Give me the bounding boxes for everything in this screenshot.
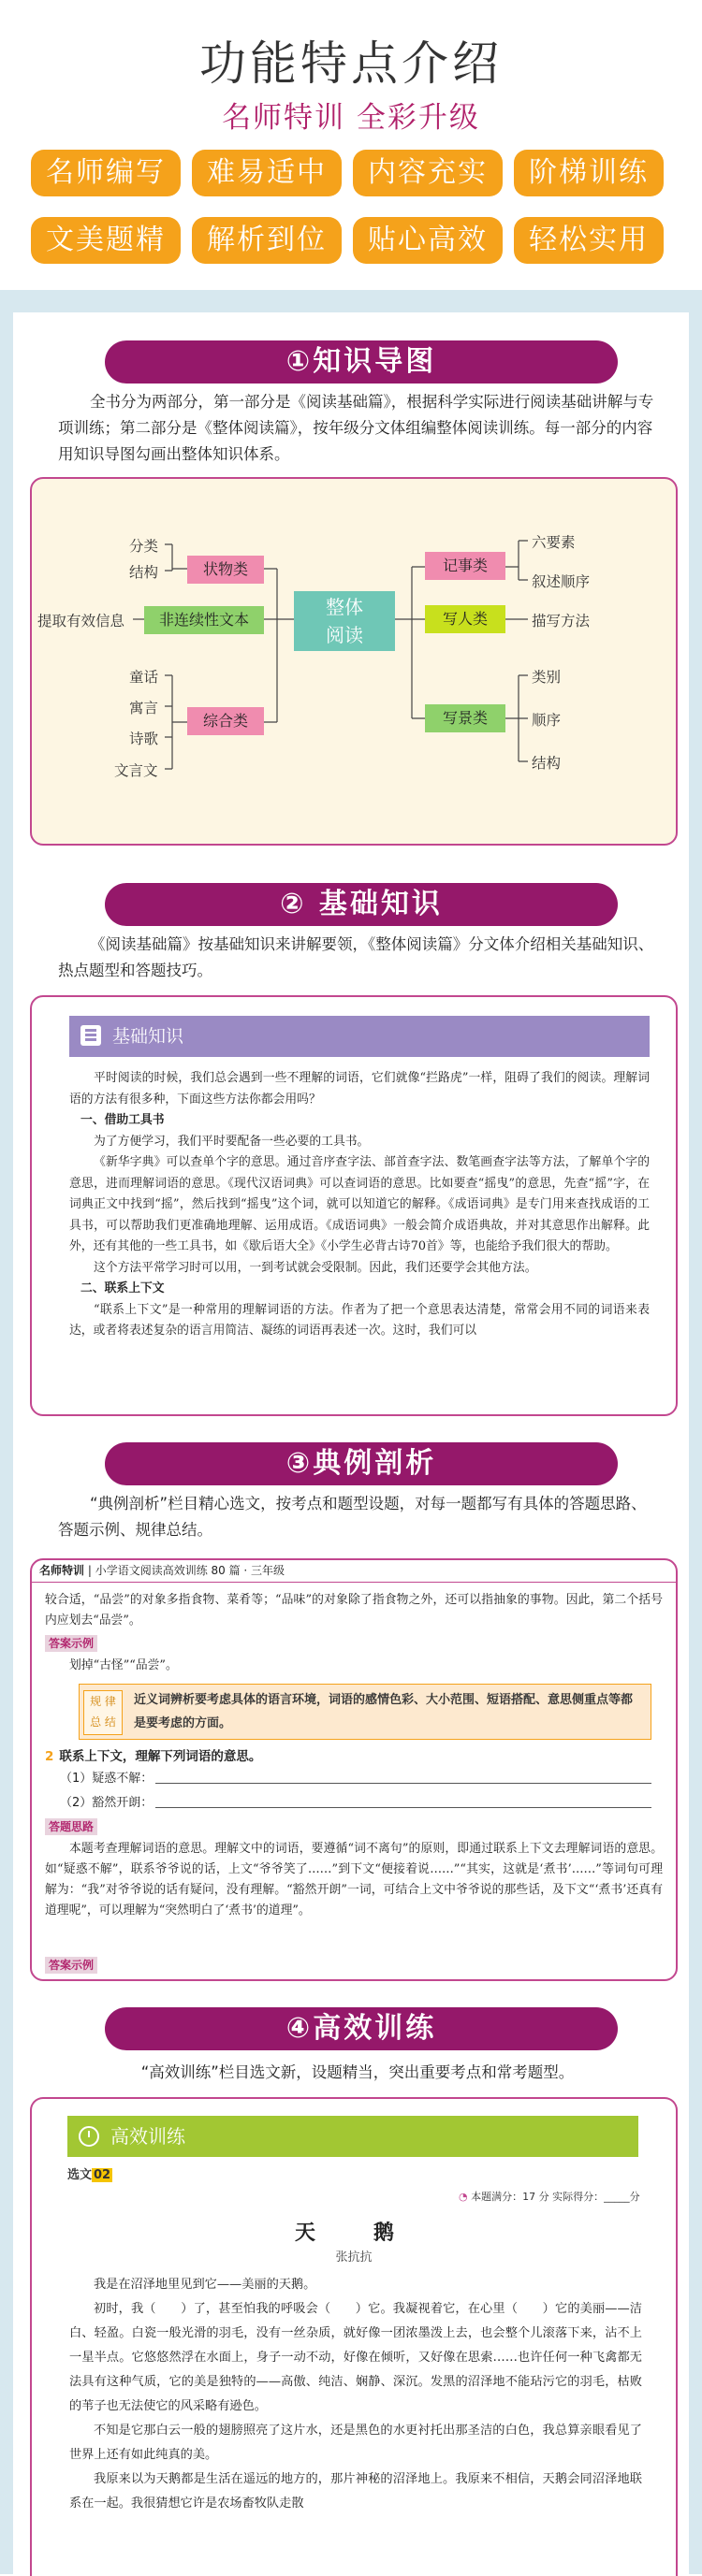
basics-subheading: 一、借助工具书 [80, 1113, 165, 1127]
page-title: 功能特点介绍 [199, 36, 503, 91]
mindmap-leaf: 文言文 [114, 762, 158, 779]
mindmap-center: 整体 阅读 [294, 591, 395, 651]
training-header-label: 高效训练 [110, 2125, 185, 2148]
example-para2 [45, 1839, 663, 1921]
mindmap-node-xiejing: 写景类 [425, 704, 505, 732]
question-number: 2 [45, 1749, 54, 1764]
answer-tag: 答案示例 [45, 1635, 97, 1652]
article-text [69, 2273, 642, 2516]
mindmap-leaf: 描写方法 [532, 613, 591, 630]
article-author: 张抗抗 [335, 2250, 373, 2265]
fill-label: （2）豁然开朗： [60, 1796, 154, 1810]
example-running-head: 名师特训 | 小学语文阅读高效训练 80 篇 · 三年级 [32, 1560, 676, 1583]
basics-paragraph: 为了方便学习，我们平时要配备一些必要的工具书。 [94, 1134, 370, 1149]
feature-tag: 贴心高效 [353, 217, 503, 264]
thinking-tag: 答题思路 [45, 1818, 97, 1835]
section-title-examples: ③典例剖析 [105, 1442, 618, 1485]
basics-panel [30, 995, 678, 1416]
feature-tag: 文美题精 [31, 217, 181, 264]
mindmap-leaf: 寓言 [129, 700, 159, 716]
selection-number: 02 [94, 2168, 111, 2182]
feature-tag: 轻松实用 [514, 217, 664, 264]
mindmap-node-zonghe: 综合类 [187, 707, 264, 735]
feature-tag: 难易适中 [192, 150, 342, 196]
feature-tag: 内容充实 [353, 150, 503, 196]
book-icon [80, 1025, 101, 1046]
mindmap-leaf: 诗歌 [129, 731, 159, 747]
article-paragraph: 不知是它那白云一般的翅膀照亮了这片水，还是黑色的水更衬托出那圣洁的白色，我总算亲眼看见了世界上还有如此纯真的美。 [69, 2424, 642, 2462]
mindmap-node-xieren: 写人类 [425, 605, 505, 633]
section-title-mindmap: ①知识导图 [105, 340, 618, 384]
section-title-basics: ② 基础知识 [105, 883, 618, 926]
article-title: 天 鹅 [294, 2221, 413, 2245]
basics-text [69, 1068, 650, 1342]
article-paragraph: 初时，我（ ）了，甚至怕我的呼吸会（ ）它。我凝视着它，在心里（ ）它的美丽——洁白、轻盈。白瓷一般光滑的羽毛，没有一丝杂质，就好像一团浓墨泼上去，也会整个儿滚落下来，沾不上一星半点。它悠悠然浮在水面上，身子一动不动，好像在倾听，又好像在思索……也许任何一种飞禽都无法具有这种气质，它的美是独特的——高傲、纯洁、娴静、深沉。发黑的沼泽地不能玷污它的羽毛，枯败的苇子也无法使它的风采略有逊色。 [69, 2302, 642, 2413]
page-subtitle: 名师特训 全彩升级 [222, 101, 480, 135]
mindmap-node-zhuangwu: 状物类 [187, 556, 264, 584]
example-panel [30, 1558, 678, 1981]
score-meta [459, 2189, 640, 2204]
example-para2-text: 本题考查理解词语的意思。理解文中的词语，要遵循“词不离句”的原则，即通过联系上下文去理解词语的意思。如“疑惑不解”，联系爷爷说的话，上文“爷爷笑了……”到下文“便接着说……”“其实，这就是‘煮书’……”等词句可理解为：“我”对爷爷说的话有疑问，没有理解。“豁然开朗”一词，可结合上文中爷爷说的那些话，及下文“‘煮书’还真有道理呢”，可以理解为“突然明白了‘煮书’的道理”。 [45, 1842, 663, 1918]
training-header [67, 2116, 638, 2157]
mindmap-leaf: 顺序 [532, 712, 562, 729]
header [0, 0, 702, 290]
fill-line-1 [60, 1768, 659, 1786]
basics-header [69, 1016, 650, 1057]
feature-tags [31, 150, 677, 264]
section-desc-examples: “典例剖析”栏目精心选文，按考点和题型设题，对每一题都写有具体的答题思路、答题示例、规律总结。 [58, 1495, 647, 1539]
full-score: 本题满分：17 分 [471, 2191, 549, 2203]
clock-icon [79, 2126, 99, 2147]
article-paragraph: 我原来以为天鹅都是生活在遥远的地方的，那片神秘的沼泽地上。我原来不相信，天鹅会同沼泽地联系在一起。我很猜想它许是农场畜牧队走散 [69, 2472, 642, 2511]
score-icon: ◔ [459, 2191, 468, 2203]
mindmap-leaf: 叙述顺序 [532, 573, 591, 590]
mindmap-panel [30, 477, 678, 846]
basics-paragraph: 《新华字典》可以查单个字的意思。通过音序查字法、部首查字法、数笔画查字法等方法，了解单个字的意思，进而理解词语的意思。《现代汉语词典》可以查词语的意思。比如要查“摇曳”的意思，先查“摇”字，在词典正文中找到“摇”，然后找到“摇曳”这个词，就可以知道它的解释。《成语词典》是专门用来查找成语的工具书，可以帮助我们更准确地理解、运用成语。《成语词典》一般会简介成语典故，并对其意思作出解释。此外，还有其他的一些工具书，如《歇后语大全》《小学生必背古诗70首》等，也能给予我们很大的帮助。 [69, 1155, 650, 1253]
actual-score: 实际得分：_____分 [552, 2191, 640, 2203]
basics-paragraph: 这个方法平常学习时可以用，一到考试就会受限制。因此，我们还要学会其他方法。 [94, 1260, 537, 1275]
mindmap-leaf: 结构 [532, 755, 562, 772]
rule-summary-box [79, 1684, 651, 1740]
rule-summary-text: 近义词辨析要考虑具体的语言环境，词语的感情色彩、大小范围、短语搭配、意思侧重点等都是要考虑的方面。 [134, 1693, 634, 1730]
mindmap-leaf: 六要素 [532, 534, 576, 551]
example-head-brand: 名师特训 [39, 1564, 85, 1577]
fill-label: （1）疑惑不解： [60, 1772, 154, 1786]
selection-label [67, 2164, 112, 2182]
rule-summary-label: 规 律 总 结 [83, 1690, 123, 1735]
feature-tag: 解析到位 [192, 217, 342, 264]
mindmap-leaf: 类别 [532, 669, 562, 686]
selection-label-text: 选文 [67, 2168, 93, 2182]
section-desc-training: “高效训练”栏目选文新，设题精当，突出重要考点和常考题型。 [140, 2063, 575, 2081]
basics-paragraph: “联系上下文”是一种常用的理解词语的方法。作者为了把一个意思表达清楚，常常会用不同的词语来表达，或者将表述复杂的语言用简洁、凝练的词语再表述一次。这时，我们可以 [69, 1302, 650, 1338]
mindmap-node-feilianxu: 非连续性文本 [144, 606, 264, 634]
example-para1: 较合适，“品尝”的对象多指食物、菜肴等；“品味”的对象除了指食物之外，还可以指抽象的事物。因此，第二个括号内应划去“品尝”。 [45, 1593, 663, 1628]
basics-header-label: 基础知识 [112, 1026, 184, 1047]
feature-tag: 名师编写 [31, 150, 181, 196]
content-card [13, 312, 689, 2574]
section-desc-mindmap: 全书分为两部分，第一部分是《阅读基础篇》，根据科学实际进行阅读基础讲解与专项训练；第二部分是《整体阅读篇》，按年级分文体组编整体阅读训练。每一部分的内容用知识导图勾画出整体知识体系。 [58, 393, 654, 463]
question-2 [45, 1745, 261, 1764]
answer-line[interactable] [155, 1807, 651, 1808]
training-panel [30, 2097, 678, 2576]
mindmap-leaf: 提取有效信息 [37, 613, 125, 630]
example-head-title: 小学语文阅读高效训练 80 篇 · 三年级 [95, 1564, 285, 1577]
mindmap-node-jishi: 记事类 [425, 552, 505, 580]
mindmap-leaf: 童话 [129, 669, 159, 686]
answer-tag-2: 答案示例 [45, 1957, 97, 1974]
question-text: 联系上下文，理解下列词语的意思。 [59, 1749, 262, 1764]
section-title-training: ④高效训练 [105, 2007, 618, 2050]
mindmap-connectors [32, 479, 676, 844]
answer-line[interactable] [155, 1783, 651, 1784]
content-panel [0, 290, 702, 2574]
mindmap-leaf: 分类 [129, 538, 159, 555]
basics-paragraph: 平时阅读的时候，我们总会遇到一些不理解的词语，它们就像“拦路虎”一样，阻碍了我们的阅读。理解词语的方法有很多种，下面这些方法你都会用吗？ [69, 1071, 650, 1107]
section-desc-basics: 《阅读基础篇》按基础知识来讲解要领，《整体阅读篇》分文体介绍相关基础知识、热点题型和答题技巧。 [58, 935, 654, 979]
feature-tag: 阶梯训练 [514, 150, 664, 196]
mindmap-leaf: 结构 [129, 564, 159, 581]
fill-line-2 [60, 1792, 659, 1810]
example-answer1: 划掉“古怪”“品尝”。 [69, 1658, 178, 1672]
article-paragraph: 我是在沼泽地里见到它——美丽的天鹅。 [94, 2278, 316, 2292]
basics-subheading: 二、联系上下文 [80, 1281, 165, 1295]
